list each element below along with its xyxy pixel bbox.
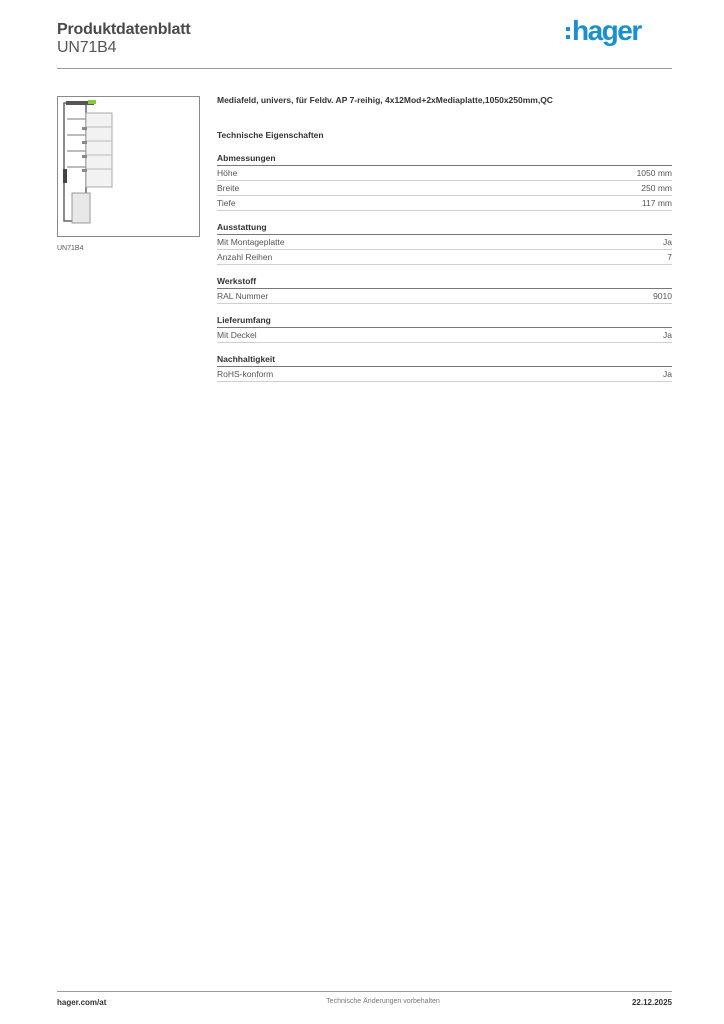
spec-section (217, 276, 672, 304)
spec-value: 250 mm (641, 183, 672, 193)
spec-label: Höhe (217, 168, 238, 178)
spec-value: Ja (663, 369, 672, 379)
footer-notice: Technische Änderungen vorbehalten (326, 998, 440, 1005)
product-details (217, 95, 672, 393)
spec-row (217, 289, 672, 304)
spec-label: Mit Deckel (217, 330, 257, 340)
spec-row (217, 196, 672, 211)
technical-heading: Technische Eigenschaften (217, 130, 324, 140)
page-title: Produktdatenblatt (57, 21, 191, 38)
spec-row (217, 250, 672, 265)
spec-section (217, 153, 672, 211)
technical-sections (217, 153, 672, 382)
header-divider (57, 68, 672, 69)
spec-value: 1050 mm (636, 168, 672, 178)
spec-section-title: Werkstoff (217, 276, 672, 289)
logo-wordmark: hager (572, 15, 641, 46)
spec-section-title: Nachhaltigkeit (217, 354, 672, 367)
product-description: Mediafeld, univers, für Feldv. AP 7-reihig, 4x12Mod+2xMediaplatte,1050x250mm,QC (217, 95, 553, 105)
spec-value: Ja (663, 330, 672, 340)
footer-date: 22.12.2025 (631, 998, 672, 1007)
spec-row (217, 235, 672, 250)
spec-label: RoHS-konform (217, 369, 274, 379)
product-image (57, 96, 200, 237)
spec-label: RAL Nummer (217, 291, 269, 301)
spec-label: Breite (217, 183, 240, 193)
spec-value: 7 (667, 252, 672, 262)
logo-dots-icon (566, 27, 570, 39)
spec-value: Ja (663, 237, 672, 247)
spec-section-title: Lieferumfang (217, 315, 672, 328)
spec-value: 9010 (653, 291, 672, 301)
image-caption: UN71B4 (57, 245, 84, 252)
hager-logo (566, 14, 641, 48)
spec-section (217, 222, 672, 265)
footer-divider (57, 991, 672, 992)
spec-value: 117 mm (641, 198, 672, 208)
spec-label: Mit Montageplatte (217, 237, 285, 247)
spec-row (217, 328, 672, 343)
spec-row (217, 166, 672, 181)
spec-label: Tiefe (217, 198, 236, 208)
spec-section-title: Ausstattung (217, 222, 672, 235)
media-panel-illustration (58, 97, 199, 236)
spec-label: Anzahl Reihen (217, 252, 273, 262)
spec-section (217, 354, 672, 382)
spec-section (217, 315, 672, 343)
spec-row (217, 181, 672, 196)
spec-row (217, 367, 672, 382)
spec-section-title: Abmessungen (217, 153, 672, 166)
footer-website: hager.com/at (57, 998, 107, 1007)
product-code: UN71B4 (57, 39, 117, 56)
